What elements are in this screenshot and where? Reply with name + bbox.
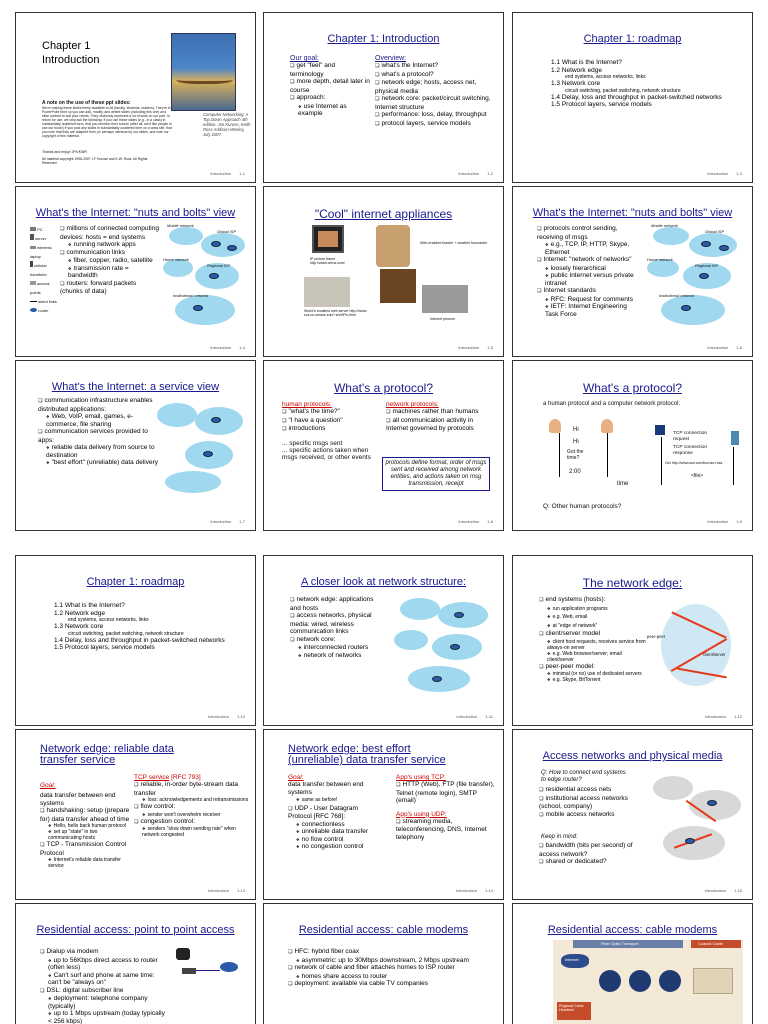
goal-column — [288, 774, 380, 851]
list-item: ❏ mobile access networks — [539, 811, 639, 820]
slide-11[interactable] — [263, 555, 504, 726]
slide-5[interactable] — [263, 186, 504, 357]
slide-title: What's the Internet: "nuts and bolts" view — [35, 207, 236, 219]
slide-title: "Cool" internet appliances — [314, 207, 453, 221]
router-icon: router — [30, 306, 58, 315]
picture-frame-caption: IP picture frame http://www.ceiva.com/ — [310, 257, 345, 266]
slide-title: Residential access: point to point access — [36, 924, 235, 936]
picture-frame-screen — [318, 231, 338, 247]
list-item: ❖ use Internet as example — [290, 103, 370, 118]
server-icon: server — [30, 234, 58, 243]
protocol-subtitle: a human protocol and a computer network protocol: — [543, 401, 681, 407]
thanks: Thanks and enjoy! JFK/KWR — [42, 150, 87, 154]
list-item: ❏ Internet: "network of networks" — [537, 256, 637, 265]
mobile-network-cloud — [169, 227, 203, 245]
slide-footer: Introduction 1-1 — [210, 171, 245, 176]
router-icon — [701, 241, 711, 247]
list-item: ❏ DSL: digital subscriber line — [40, 987, 168, 996]
internet-label: Internet — [565, 957, 579, 962]
list-item: ❖ running network apps — [60, 241, 160, 249]
slide-17[interactable] — [263, 903, 504, 1024]
list-item: ❖ homes share access to router — [288, 973, 488, 981]
bullet-list — [288, 948, 488, 989]
slide-title: What's a protocol? — [333, 381, 433, 395]
phone-line — [196, 970, 220, 971]
list-item: ❏ institutional access networks (school, company) — [539, 795, 639, 811]
network-protocols-column — [386, 401, 490, 433]
list-item: ❏ protocols control sending, receiving of msgs — [537, 225, 637, 241]
coax-label: Coaxial Cable — [698, 941, 723, 946]
bullet-list — [38, 397, 158, 467]
net-msg-4: <file> — [691, 473, 704, 479]
list-item: 1.2 Network edge — [54, 609, 105, 617]
bullet-list — [539, 786, 639, 819]
list-item: ❖ fiber, copper, radio, satellite — [60, 257, 160, 265]
global-isp-label: Global ISP — [217, 229, 237, 234]
list-item: 1.3 Network core — [54, 623, 104, 630]
router-icon — [203, 451, 213, 457]
list-item: circuit switching, packet switching, network structure — [565, 87, 681, 94]
picture-frame-photo — [312, 225, 344, 253]
slide-title: Network edge: reliable data transfer service — [40, 743, 174, 766]
list-item: ❏ "what's the time?" — [282, 408, 380, 417]
roadmap-list — [54, 602, 244, 652]
regional-isp-label: Regional ISP — [207, 263, 231, 268]
list-item: 1.3 Network core — [551, 80, 601, 87]
router-icon — [211, 417, 221, 423]
access-question: Q: How to connect end systems to edge router? — [541, 770, 626, 783]
slide-title: The network edge: — [582, 576, 683, 590]
other-protocols-question: Q: Other human protocols? — [543, 503, 622, 510]
slide-14[interactable] — [263, 729, 504, 900]
list-item: ❖ transmission rate = bandwidth — [60, 265, 160, 280]
copyright: All material copyright 1996-2007 J.F Kurose and K.W. Ross, All Rights Reserved — [42, 157, 148, 165]
slide-footer: Introduction 1-3 — [707, 171, 742, 176]
fiber-node — [659, 970, 681, 992]
list-item: end systems, access networks, links — [68, 617, 149, 623]
router-icon — [719, 245, 729, 251]
laptop-icon: wireless laptop — [30, 245, 52, 259]
list-item: ❏ approach: — [290, 94, 370, 103]
router-icon — [193, 305, 203, 311]
router-icon — [211, 241, 221, 247]
bullet-list — [539, 842, 639, 867]
toaster-photo — [376, 225, 410, 267]
goal-column — [40, 774, 132, 869]
network-cloud — [400, 598, 440, 620]
network-cloud — [157, 403, 197, 427]
list-item: ❖ "best effort" (unreliable) data delivery — [38, 459, 158, 467]
device-legend — [30, 225, 58, 315]
slide-8[interactable] — [263, 360, 504, 531]
list-item: ❖ Can't surf and phone at same time: can't be "always on" — [40, 972, 168, 987]
server-icon — [731, 431, 739, 445]
computer-icon — [655, 425, 665, 435]
global-isp-label: Global ISP — [705, 229, 725, 234]
book-caption: Computer Networking: A Top Down Approach 4th edition. Jim Kurose, Keith Ross Addison-Wesley, July 2007. — [203, 112, 251, 137]
apps-column — [396, 774, 496, 841]
list-item: ❖ run application programs — [539, 605, 649, 614]
slide-footer: Introduction 1-2 — [458, 171, 493, 176]
list-item: ❏ protocol layers, service models — [375, 120, 495, 129]
list-item: ❖ asymmetric: up to 30Mbps downstream, 2 Mbps upstream — [288, 957, 488, 965]
human-msg-1: Hi — [573, 427, 579, 433]
mobile-network-cloud — [653, 227, 689, 245]
list-item: ❏ network edge: applications and hosts — [290, 596, 380, 612]
list-item: ❏ access networks, physical media: wired, wireless communication links — [290, 612, 380, 636]
human-heading: human protocols: — [282, 401, 332, 408]
list-item: 1.5 Protocol layers, service models — [551, 101, 652, 108]
tcp-heading: TCP service [RFC 793] — [134, 774, 201, 781]
list-item: 1.5 Protocol layers, service models — [54, 644, 155, 651]
headend-label: Regional Cable Headend — [559, 1004, 584, 1012]
list-item: ❏ client/server model — [539, 630, 649, 639]
overview-column — [375, 55, 495, 128]
roadmap-list — [551, 59, 741, 109]
slide-title: What's the Internet: "nuts and bolts" view — [532, 207, 733, 219]
list-item: ❖ client host requests, receives service from always-on server — [539, 639, 649, 651]
list-item: ❖ unreliable data transfer — [288, 828, 380, 836]
list-item: ❖ same as before! — [288, 796, 380, 805]
list-item: ❖ public Internet versus private intranet — [537, 272, 637, 287]
peer-peer-label: peer-peer — [647, 634, 666, 639]
slide-footer: Introduction 1-12 — [705, 714, 742, 719]
list-item: ❏ flow control: — [134, 803, 252, 812]
slide-2[interactable] — [263, 12, 504, 183]
router-icon — [432, 676, 442, 682]
coax-node — [693, 968, 733, 994]
list-item: ❏ more depth, detail later in course — [290, 78, 370, 94]
access-point-icon: access points — [30, 281, 50, 295]
slide-title: A closer look at network structure: — [300, 576, 467, 588]
list-item: ❏ millions of connected computing devices: hosts = end systems — [60, 225, 160, 241]
net-msg-3: Get http://www.awl.com/kurose-ross — [665, 461, 723, 465]
protocol-definition-box: protocols define format, order of msgs sent and received among network entities, and actions taken on msg transmission, receipt — [382, 457, 490, 491]
bullet-list — [40, 948, 168, 1024]
goal-column — [290, 55, 370, 118]
list-item: ❏ introductions — [282, 425, 380, 434]
home-network-label: Home network — [163, 257, 189, 262]
bullet-list — [290, 596, 380, 659]
internet-phones-caption: Internet phones — [430, 317, 455, 321]
list-item: ❖ e.g. Web browser/server; email client/server — [539, 651, 649, 663]
network-cloud — [663, 826, 725, 860]
tcp-column — [134, 774, 252, 838]
goal-heading: Goal: — [288, 774, 304, 781]
list-item: ❏ residential access nets — [539, 786, 639, 795]
overview-heading: Overview: — [375, 55, 407, 62]
router-icon — [220, 962, 238, 972]
slide-1[interactable] — [15, 12, 256, 183]
list-item: data transfer between end systems — [40, 792, 116, 807]
slide-title: Residential access: cable modems — [547, 924, 718, 936]
router-icon — [209, 273, 219, 279]
list-item: ❏ congestion control: — [134, 818, 252, 827]
note-body: We're making these slides freely available to all (faculty, students, readers). They're in PowerPoint form so you can add, modify, and delete slides (including this one) and slide content to suit your needs. They obviously represent a lot of work on our part. In return for use, we only ask the following: If you use these slides (e.g., in a class) in substantially unaltered form, that you mention their source (after all, we'd like people to use our book!) If you post any slides in substantially unaltered form on a www site, that you note that they are adapted from (or perhaps identical to) our slides, and note our copyright of this material. — [42, 106, 172, 138]
slide-title: Access networks and physical media — [542, 750, 723, 762]
list-item: ❏ network core: packet/circuit switching, Internet structure — [375, 95, 495, 111]
book-cover — [171, 33, 236, 111]
list-item: 1.4 Delay, loss and throughput in packet-switched networks — [54, 636, 225, 644]
fiber-node — [599, 970, 621, 992]
slide-7[interactable] — [15, 360, 256, 531]
wired-link-icon: wired links — [30, 297, 58, 306]
human-protocols-column — [282, 401, 380, 462]
tcp-apps-heading: App's using TCP: — [396, 774, 446, 781]
person-icon — [549, 419, 561, 433]
list-item: ❖ no congestion control — [288, 843, 380, 851]
net-msg-2: TCP connection response — [673, 445, 708, 456]
list-item: 1.2 Network edge — [551, 66, 602, 74]
human-msg-4: 2:00 — [569, 469, 581, 475]
slide-3[interactable] — [512, 12, 753, 183]
network-cloud — [653, 776, 693, 800]
slide-title: What's the Internet: a service view — [51, 381, 220, 393]
institutional-network-label: Institutional network — [173, 293, 209, 298]
list-item: ❖ IETF: Internet Engineering Task Force — [537, 303, 637, 318]
list-item: ❖ e.g. Web, email — [539, 613, 649, 622]
router-icon — [685, 838, 695, 844]
slide-title: Network edge: best effort (unreliable) data transfer service — [288, 743, 446, 766]
bridge-icon — [176, 74, 233, 84]
person-icon — [601, 419, 613, 433]
list-item: ❖ loosely hierarchical — [537, 265, 637, 273]
slide-footer: Introduction 1-8 — [458, 519, 493, 524]
human-msg-3: Got the time? — [567, 449, 584, 461]
list-item: ❏ Dialup via modem — [40, 948, 168, 957]
modem-diagram — [176, 944, 246, 1014]
list-item: ❏ TCP - Transmission Control Protocol — [40, 841, 132, 857]
list-item: ❖ at "edge of network" — [539, 622, 649, 631]
list-item: ❏ performance: loss, delay, throughput — [375, 111, 495, 120]
slide-footer: Introduction 1-5 — [458, 345, 493, 350]
goal-heading: Our goal: — [290, 55, 319, 62]
slide-1-title: Chapter 1 Introduction — [42, 40, 100, 66]
human-more-2: ... specific actions taken when msgs received, or other events — [282, 446, 371, 461]
slide-footer: Introduction 1-15 — [705, 888, 742, 893]
list-item: 1.1 What is the Internet? — [54, 602, 125, 609]
net-timeline-left — [661, 437, 662, 485]
list-item: ❖ network of networks — [290, 652, 380, 660]
list-item: 1.1 What is the Internet? — [551, 59, 622, 66]
bullet-list — [60, 225, 160, 296]
slide-footer: Introduction 1-11 — [456, 714, 493, 719]
note-heading: A note on the use of these ppt slides: — [42, 100, 131, 106]
list-item: ❖ set up "state" in two communicating hosts — [40, 829, 132, 841]
slide-title: What's a protocol? — [582, 381, 682, 395]
list-item: circuit switching, packet switching, network structure — [68, 630, 184, 637]
list-item: ❖ senders "slow down sending rate" when network congested — [134, 826, 252, 838]
home-network-label: Home network — [647, 257, 673, 262]
bullet-list — [539, 596, 649, 683]
list-item: ❏ shared or dedicated? — [539, 858, 639, 867]
human-timeline-left — [559, 433, 560, 477]
slide-6[interactable] — [512, 186, 753, 357]
list-item: ❏ streaming media, teleconferencing, DNS, Internet telephony — [396, 818, 496, 842]
list-item: ❏ HFC: hybrid fiber coax — [288, 948, 488, 957]
web-server-photo — [304, 277, 350, 307]
internet-diagram — [161, 223, 253, 335]
list-item: ❏ all communication activity in Internet governed by protocols — [386, 417, 490, 433]
global-isp-cloud — [689, 233, 737, 257]
list-item: ❖ e.g. Skype, BitTorrent — [539, 677, 649, 683]
network-cloud — [165, 471, 221, 493]
list-item: ❖ connectionless — [288, 821, 380, 829]
slide-title: Chapter 1: Introduction — [327, 33, 440, 45]
bullet-list — [537, 225, 637, 318]
list-item: ❏ "I have a question" — [282, 417, 380, 426]
network-cloud — [661, 604, 731, 686]
toaster-caption: Web-enabled toaster + weather forecaster — [420, 241, 488, 245]
list-item: ❖ Web, VoIP, email, games, e-commerce, file sharing — [38, 413, 158, 428]
slide-12[interactable] — [512, 555, 753, 726]
router-icon — [699, 273, 709, 279]
list-item: ❖ up to 1 Mbps upstream (today typically < 256 kbps) — [40, 1010, 168, 1024]
router-icon — [681, 305, 691, 311]
list-item: ❏ UDP - User Datagram Protocol [RFC 768]: — [288, 805, 380, 821]
global-isp-cloud — [201, 233, 245, 257]
list-item: ❖ up to 56Kbps direct access to router (often less) — [40, 957, 168, 972]
list-item: ❏ bandwidth (bits per second) of access network? — [539, 842, 639, 858]
list-item: ❖ reliable data delivery from source to destination — [38, 444, 158, 459]
list-item: ❏ get "feel" and terminology — [290, 62, 370, 78]
internet-phones-photo — [422, 285, 468, 313]
time-label: time — [617, 481, 629, 487]
list-item: ❏ deployment: available via cable TV companies — [288, 980, 488, 989]
list-item: ❏ HTTP (Web), FTP (file transfer), Telnet (remote login), SMTP (email) — [396, 781, 496, 805]
list-item: ❖ RFC: Request for comments — [537, 296, 637, 304]
internet-diagram — [151, 397, 251, 497]
access-network-diagram — [643, 770, 747, 880]
slide-9[interactable] — [512, 360, 753, 531]
goal-heading: Goal: — [40, 782, 56, 789]
list-item: ❏ end systems (hosts): — [539, 596, 649, 605]
list-item: ❖ no flow control — [288, 836, 380, 844]
telephone-icon — [176, 948, 190, 960]
slide-15[interactable] — [512, 729, 753, 900]
list-item: ❏ network edge; hosts, access net, physical media — [375, 79, 495, 95]
cable-diagram — [553, 940, 743, 1024]
list-item: ❏ reliable, in-order byte-stream data transfer — [134, 781, 252, 797]
fiber-node — [629, 970, 651, 992]
toaster-photo-2 — [380, 269, 416, 303]
web-server-caption: World's smallest web server http://www-ccs.cs.umass.edu/~shri/iPic.html — [304, 309, 368, 318]
list-item: ❏ communication links — [60, 249, 160, 258]
list-item: data transfer between end systems — [288, 781, 364, 796]
list-item: ❏ machines rather than humans — [386, 408, 490, 417]
slide-footer: Introduction 1-14 — [456, 888, 493, 893]
list-item: ❖ loss: acknowledgements and retransmissions — [134, 797, 252, 803]
slide-13[interactable] — [15, 729, 256, 900]
list-item: ❏ communication infrastructure enables distributed applications: — [38, 397, 158, 413]
modem-icon — [182, 968, 196, 974]
human-timeline-right — [607, 433, 608, 477]
network-cloud — [394, 630, 428, 650]
router-icon — [454, 612, 464, 618]
slide-footer: Introduction 1-9 — [707, 519, 742, 524]
udp-apps-heading: App's using UDP: — [396, 810, 447, 818]
list-item: ❏ network core: — [290, 636, 380, 645]
router-icon — [450, 644, 460, 650]
human-more-1: ... specific msgs sent — [282, 439, 343, 447]
router-icon — [707, 800, 717, 806]
slide-10[interactable] — [15, 555, 256, 726]
regional-isp-label: Regional ISP — [695, 263, 719, 268]
fiber-transport-label: Fiber Optic Transport — [601, 941, 639, 946]
router-icon — [227, 245, 237, 251]
slide-18[interactable] — [512, 903, 753, 1024]
slide-title: Chapter 1: roadmap — [86, 576, 185, 588]
list-item: ❖ deployment: telephone company (typically) — [40, 995, 168, 1010]
internet-diagram — [643, 223, 747, 335]
list-item: ❖ e.g., TCP, IP, HTTP, Skype, Ethernet — [537, 241, 637, 256]
list-item: ❏ routers: forward packets (chunks of data) — [60, 280, 160, 296]
net-msg-1: TCP connection request — [673, 431, 708, 442]
keep-in-mind: Keep in mind: — [541, 834, 578, 840]
slide-footer: Introduction 1-7 — [210, 519, 245, 524]
slide-title: Chapter 1: roadmap — [583, 33, 682, 45]
institutional-network-label: Institutional network — [659, 293, 695, 298]
pc-icon: PC — [30, 225, 58, 234]
list-item: ❖ Hello, hello back human protocol — [40, 823, 132, 829]
net-timeline-right — [733, 447, 734, 485]
list-item: ❖ minimal (or no) use of dedicated servers — [539, 671, 649, 677]
list-item: ❖ sender won't overwhelm receiver — [134, 812, 252, 818]
list-item: ❖ interconnected routers — [290, 644, 380, 652]
cellphone-icon: cellular handheld — [30, 263, 47, 277]
list-item: ❖ Internet's reliable data transfer service — [40, 857, 132, 869]
list-item: 1.4 Delay, loss and throughput in packet-switched networks — [551, 93, 722, 101]
list-item: end systems, access networks, links — [565, 74, 646, 80]
list-item: ❏ handshaking: setup (prepare for) data transfer ahead of time — [40, 807, 132, 823]
network-heading: network protocols: — [386, 401, 439, 408]
list-item: ❏ what's the Internet? — [375, 62, 495, 71]
slide-footer: Introduction 1-6 — [707, 345, 742, 350]
slide-16[interactable] — [15, 903, 256, 1024]
mobile-network-label: Mobile network — [651, 223, 678, 228]
institutional-network-cloud — [661, 295, 725, 325]
slide-footer: Introduction 1-4 — [210, 345, 245, 350]
list-item: ❏ communication services provided to apps: — [38, 428, 158, 444]
slide-footer: Introduction 1-10 — [208, 714, 245, 719]
human-msg-2: Hi — [573, 439, 579, 445]
client-server-label: client/server — [703, 652, 726, 657]
list-item: ❏ what's a protocol? — [375, 71, 495, 80]
mobile-network-label: Mobile network — [167, 223, 194, 228]
institutional-network-cloud — [175, 295, 235, 325]
slide-4[interactable] — [15, 186, 256, 357]
slide-footer: Introduction 1-13 — [208, 888, 245, 893]
list-item: ❏ network of cable and fiber attaches homes to ISP router — [288, 964, 488, 973]
list-item: ❏ Internet standards — [537, 287, 637, 296]
slide-title: Residential access: cable modems — [298, 924, 469, 936]
list-item: ❏ peer-peer model: — [539, 663, 649, 672]
network-structure-diagram — [392, 594, 496, 694]
network-edge-diagram — [647, 594, 747, 704]
